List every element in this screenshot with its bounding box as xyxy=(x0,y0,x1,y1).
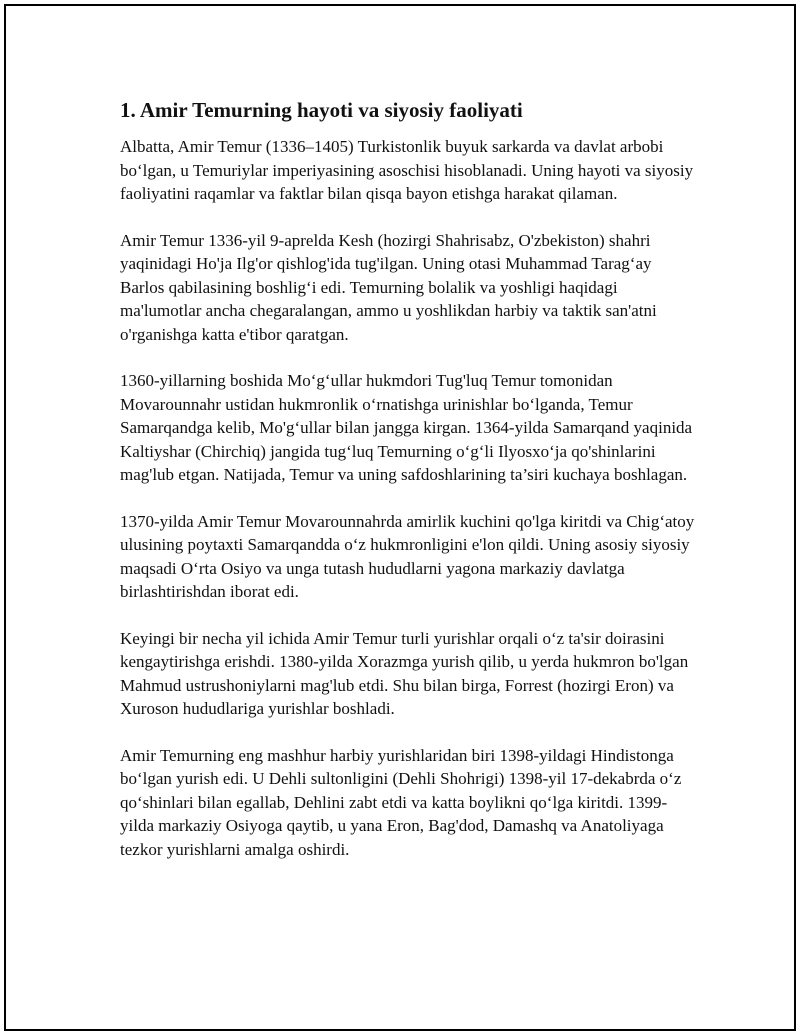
paragraph-1360s: 1360-yillarning boshida Mo‘g‘ullar hukmdori Tug'luq Temur tomonidan Movarounnahr ustidan hukmronlik o‘rnatishga urinishlar bo‘lganda, Temur Samarqandga kelib, Mo'g‘ullar bilan jangga kirgan. 1364-yilda Samarqand yaqinida Kaltiyshar (Chirchiq) jangida tug‘luq Temurning o‘g‘li Ilyosxo‘ja qo'shinlarini mag'lub etgan. Natijada, Temur va uning safdoshlarining ta’siri kuchaya boshlagan. xyxy=(120,371,693,484)
paragraph-campaigns: Keyingi bir necha yil ichida Amir Temur turli yurishlar orqali o‘z ta'sir doirasini kengaytirishga erishdi. 1380-yilda Xorazmga yurish qilib, u yerda hukmron bo'lgan Mahmud ustrushoniylarni mag'lub etdi. Shu bilan birga, Forrest (hozirgi Eron) va Xuroson hududlariga yurishlar boshladi. xyxy=(120,628,689,718)
document-body xyxy=(120,96,700,884)
paragraph-birth: Amir Temur 1336-yil 9-aprelda Kesh (hozirgi Shahrisabz, O'zbekiston) shahri yaqinidagi Ho'ja Ilg'or qishlog'ida tug'ilgan. Uning otasi Muhammad Tarag‘ay Barlos qabilasining boshlig‘i edi. Temurning bolalik va yoshligi haqidagi ma'lumotlar ancha chegaralangan, ammo u yoshlikdan harbiy va taktik san'atni o'rganishga katta e'tibor qaratgan. xyxy=(120,230,657,344)
paragraph-india-campaign: Amir Temurning eng mashhur harbiy yurishlaridan biri 1398-yildagi Hindistonga bo‘lgan yurish edi. U Dehli sultonligini (Dehli Shohrigi) 1398-yil 17-dekabrda o‘z qo‘shinlari bilan egallab, Dehlini zabt etdi va katta boylikni qo‘lga kiritdi. 1399-yilda markaziy Osiyoga qaytib, u yana Eron, Bag'dod, Damashq va Anatoliyaga tezkor yurishlarni amalga oshirdi. xyxy=(120,745,682,859)
paragraph-1370: 1370-yilda Amir Temur Movarounnahrda amirlik kuchini qo'lga kiritdi va Chig‘atoy ulusining poytaxti Samarqandda o‘z hukmronligini e'lon qildi. Uning asosiy siyosiy maqsadi O‘rta Osiyo va unga tutash hududlarni yagona markaziy davlatga birlashtirishdan iborat edi. xyxy=(120,511,695,601)
paragraph-intro: Albatta, Amir Temur (1336–1405) Turkistonlik buyuk sarkarda va davlat arbobi bo‘lgan, u Temuriylar imperiyasining asoschisi hisoblanadi. Uning hayoti va siyosiy faoliyatini raqamlar va faktlar bilan qisqa bayon etishga harakat qilaman. xyxy=(120,137,694,203)
document-page xyxy=(4,4,796,1031)
section-heading: 1. Amir Temurning hayoti va siyosiy faoliyati xyxy=(120,98,523,122)
